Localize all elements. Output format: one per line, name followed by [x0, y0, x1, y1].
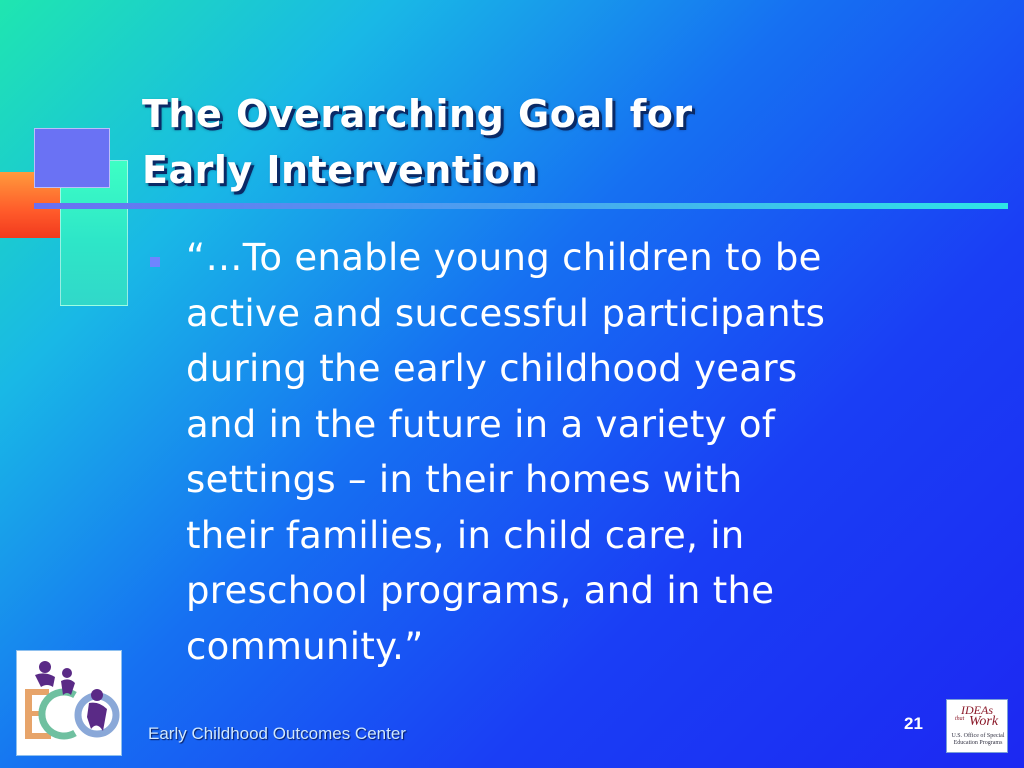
- slide-title: [142, 86, 693, 198]
- title-divider: [34, 203, 1008, 209]
- slide-title-line-1: The Overarching Goal for: [142, 92, 693, 136]
- slide-title-line-2: Early Intervention: [142, 148, 539, 192]
- quote-line-3: during the early childhood years: [186, 347, 798, 390]
- quote-line-1: “…To enable young children to be: [186, 236, 822, 279]
- ideas-logo-word-3: Work: [969, 714, 999, 729]
- page-number: 21: [904, 714, 923, 733]
- ideas-logo-word-1: IDEAs: [961, 703, 993, 717]
- eco-logo-icon: [16, 650, 122, 756]
- ideas-logo-subtitle: U.S. Office of Special Education Programs: [951, 733, 1005, 746]
- goal-quote: [186, 230, 986, 674]
- quote-line-2: active and successful participants: [186, 291, 826, 335]
- quote-line-8: community.”: [186, 624, 424, 668]
- ideas-logo-word-2: that: [955, 716, 965, 722]
- footer-org-name: Early Childhood Outcomes Center: [148, 724, 406, 743]
- bullet-square-icon: [150, 257, 160, 267]
- decor-purple-square: [34, 128, 110, 188]
- quote-line-5: settings – in their homes with: [186, 458, 743, 501]
- quote-line-4: and in the future in a variety of: [186, 402, 776, 446]
- quote-line-7: preschool programs, and in the: [186, 569, 775, 612]
- ideas-that-work-logo-icon: [946, 699, 1008, 753]
- quote-line-6: their families, in child care, in: [186, 513, 745, 557]
